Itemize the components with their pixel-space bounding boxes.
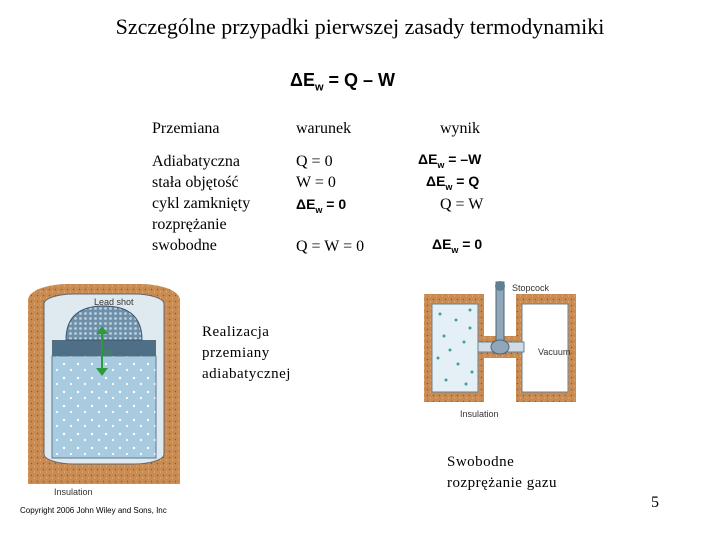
result-adiabatic: $\Delta E_w = -W$	[418, 151, 482, 170]
adiabatic-cylinder-figure	[18, 276, 198, 498]
header-result: wynik	[440, 120, 480, 137]
condition-dew-zero: $\Delta E_w = 0$	[296, 196, 347, 215]
caption-adiabatic: Realizacja przemiany adiabatycznej	[202, 324, 291, 382]
first-law-formula: $\Delta E_w = Q - W$	[290, 70, 396, 94]
work-label: W	[104, 348, 113, 358]
page-number: 5	[651, 494, 659, 511]
right-insulation-label: Insulation	[460, 409, 499, 419]
left-insulation-label: Insulation	[54, 487, 93, 497]
header-condition: warunek	[296, 120, 352, 137]
condition-q-zero: Q = 0	[296, 153, 333, 170]
copyright-notice: Copyright 2006 John Wiley and Sons, Inc	[20, 506, 167, 515]
result-isochoric: $\Delta E_w = Q$	[426, 173, 480, 192]
caption-free-expansion: Swobodne rozprężanie gazu	[447, 454, 558, 491]
vacuum-label: Vacuum	[538, 347, 571, 357]
condition-all-zero: Q = W = 0	[296, 238, 365, 255]
stopcock-valve	[496, 282, 504, 348]
header-process: Przemiana	[152, 120, 220, 137]
gas-chamber	[432, 304, 478, 392]
stopcock-label: Stopcock	[512, 283, 550, 293]
slide-title: Szczególne przypadki pierwszej zasady termodynamiki	[115, 14, 605, 39]
result-cycle: Q = W	[440, 196, 484, 213]
condition-w-zero: W = 0	[296, 174, 336, 191]
result-free-expansion: $\Delta E_w = 0$	[432, 236, 483, 255]
process-list: Adiabatyczna stała objętość cykl zamknięty rozprężanie swobodne	[152, 153, 251, 254]
lead-shot-label: Lead shot	[94, 297, 134, 307]
